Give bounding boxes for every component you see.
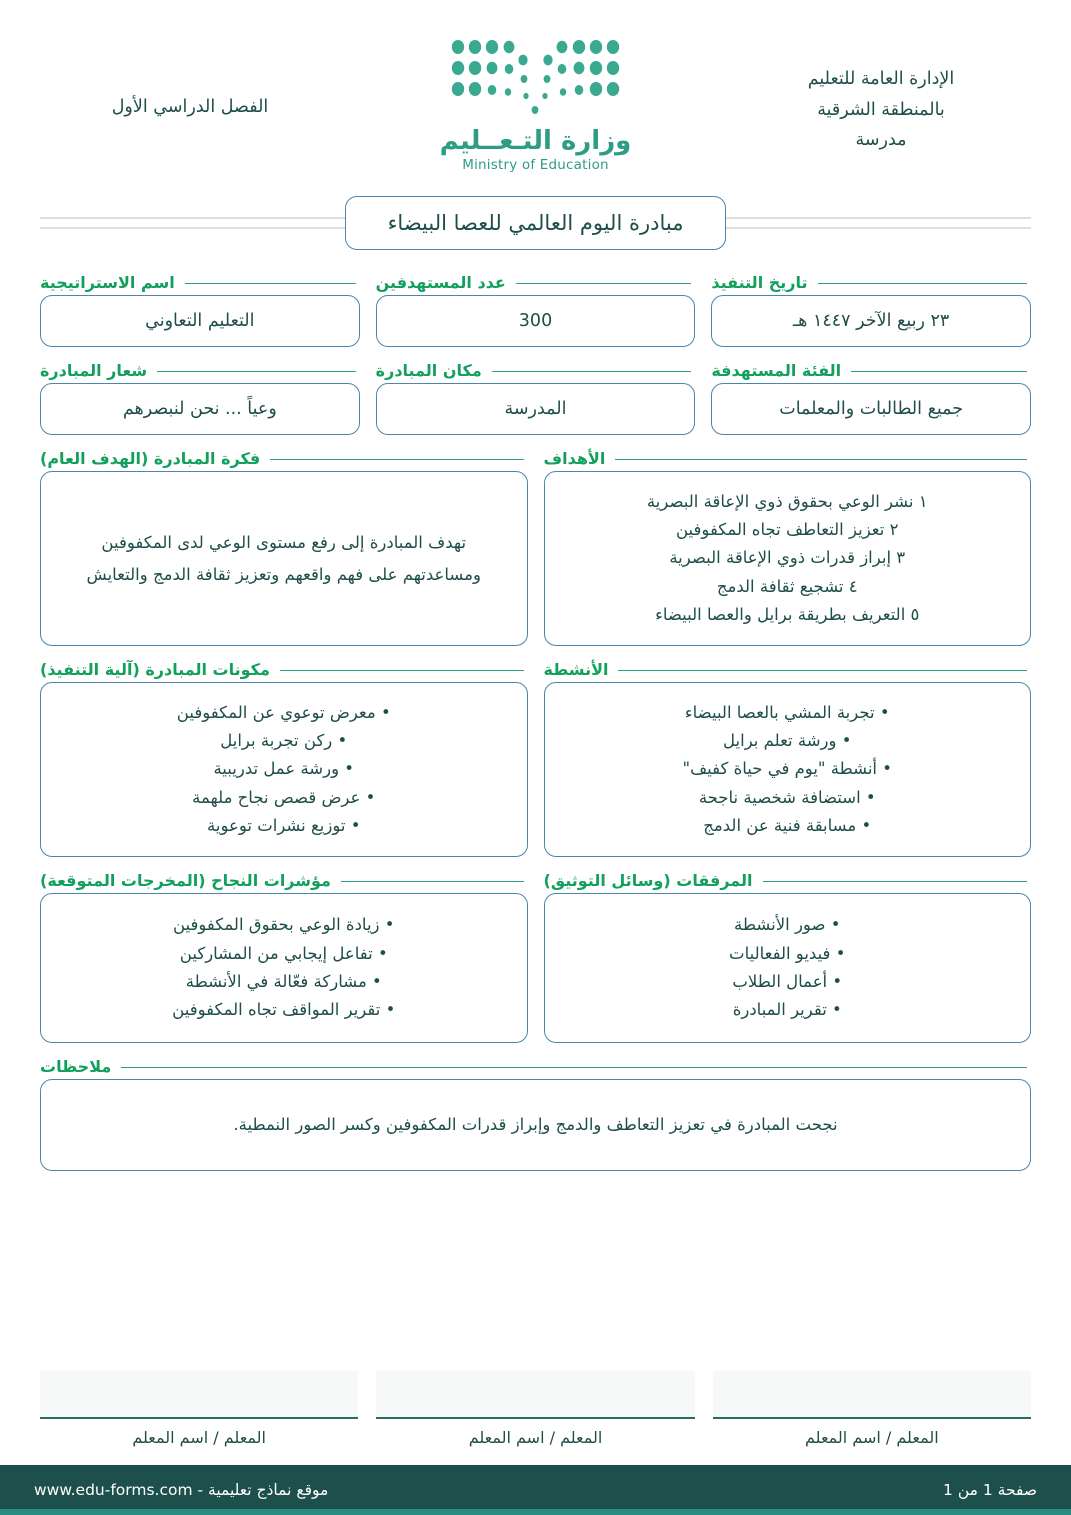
header-right-block xyxy=(731,34,1031,156)
label-lead-line xyxy=(185,283,356,284)
field-place-label-row xyxy=(376,361,696,380)
field-exec-date-label: تاريخ التنفيذ xyxy=(711,273,808,292)
section-row-2 xyxy=(40,660,1031,857)
section-attachments-label: المرفقات (وسائل التوثيق) xyxy=(543,871,753,890)
signature-pad[interactable] xyxy=(40,1371,358,1419)
section-goals-label: الأهداف xyxy=(543,449,606,468)
section-activities xyxy=(544,660,1032,857)
list-item: • زيادة الوعي بحقوق المكفوفين xyxy=(172,915,395,935)
section-success-box[interactable] xyxy=(40,893,528,1043)
section-row-notes xyxy=(40,1057,1031,1171)
section-activities-label-row xyxy=(544,660,1032,679)
field-exec-date-label-row xyxy=(711,273,1031,292)
section-components-label: مكونات المبادرة (آلية التنفيذ) xyxy=(40,660,270,679)
label-lead-line xyxy=(157,371,355,372)
section-idea-label-row xyxy=(40,449,528,468)
section-notes xyxy=(40,1057,1031,1171)
section-activities-label: الأنشطة xyxy=(543,660,609,679)
list-item: • توزيع نشرات توعوية xyxy=(207,816,361,836)
list-item: • استضافة شخصية ناجحة xyxy=(698,787,876,807)
list-item: • معرض توعوي عن المكفوفين xyxy=(176,702,391,722)
ministry-logo-english: Ministry of Education xyxy=(462,157,609,173)
field-place xyxy=(376,361,696,435)
label-lead-line xyxy=(341,881,524,882)
field-exec-date xyxy=(711,273,1031,347)
section-attachments-label-row xyxy=(544,871,1032,890)
field-exec-date-value[interactable]: ٢٣ ربيع الآخر ١٤٤٧ هـ xyxy=(711,295,1031,347)
goals-list xyxy=(567,488,1009,629)
list-item: • تجربة المشي بالعصا البيضاء xyxy=(684,702,890,722)
field-target-group-label-row xyxy=(711,361,1031,380)
label-lead-line xyxy=(280,670,524,671)
list-item: • أعمال الطلاب xyxy=(732,972,843,991)
field-slogan xyxy=(40,361,360,435)
section-components xyxy=(40,660,528,857)
header-authority-line-1: الإدارة العامة للتعليم xyxy=(807,69,955,89)
signature-label: المعلم / اسم المعلم xyxy=(805,1428,939,1447)
list-item: • صور الأنشطة xyxy=(734,915,841,935)
label-lead-line xyxy=(818,283,1027,284)
list-item: • فيديو الفعاليات xyxy=(729,943,846,963)
label-lead-line xyxy=(763,881,1027,882)
field-place-value[interactable]: المدرسة xyxy=(376,383,696,435)
signature-cell-1 xyxy=(40,1371,358,1447)
section-success-label-row xyxy=(40,871,528,890)
info-row-2 xyxy=(40,361,1031,435)
section-notes-box[interactable] xyxy=(40,1079,1031,1171)
footer-site-credit: www.edu-forms.com - موقع نماذج تعليمية xyxy=(34,1481,329,1499)
section-goals xyxy=(544,449,1032,646)
section-idea-text: تهدف المبادرة إلى رفع مستوى الوعي لدى المكفوفين ومساعدتهم على فهم واقعهم وتعزيز ثقافة الدمج والتعايش xyxy=(86,533,481,584)
field-target-count-label-row xyxy=(376,273,696,292)
section-goals-label-row xyxy=(544,449,1032,468)
section-idea xyxy=(40,449,528,646)
page-footer xyxy=(0,1465,1071,1515)
field-target-count-value[interactable]: 300 xyxy=(376,295,696,347)
info-row-1 xyxy=(40,273,1031,347)
list-item: ٥ التعريف بطريقة برايل والعصا البيضاء xyxy=(655,605,920,625)
semester-label: الفصل الدراسي الأول xyxy=(111,97,269,117)
list-item: • تفاعل إيجابي من المشاركين xyxy=(179,943,388,963)
list-item: • أنشطة "يوم في حياة كفيف" xyxy=(682,759,892,779)
list-item: • تقرير المبادرة xyxy=(732,1000,842,1020)
field-target-count xyxy=(376,273,696,347)
section-goals-box[interactable] xyxy=(544,471,1032,646)
section-activities-box[interactable] xyxy=(544,682,1032,857)
field-slogan-value[interactable]: وعياً ... نحن لنبصرهم xyxy=(40,383,360,435)
signature-cell-3 xyxy=(713,1371,1031,1447)
signature-row xyxy=(0,1371,1071,1447)
signature-pad[interactable] xyxy=(713,1371,1031,1419)
list-item: ٢ تعزيز التعاطف تجاه المكفوفين xyxy=(676,519,899,539)
signature-cell-2 xyxy=(376,1371,694,1447)
list-item: • تقرير المواقف تجاه المكفوفين xyxy=(172,1000,396,1020)
section-components-box[interactable] xyxy=(40,682,528,857)
list-item: ٤ تشجيع ثقافة الدمج xyxy=(716,576,858,596)
title-banner xyxy=(40,185,1031,261)
label-lead-line xyxy=(851,371,1027,372)
components-list xyxy=(63,699,505,840)
label-lead-line xyxy=(121,1067,1027,1068)
section-components-label-row xyxy=(40,660,528,679)
field-strategy-name-label: اسم الاستراتيجية xyxy=(39,273,175,292)
list-item: • عرض قصص نجاح ملهمة xyxy=(192,787,376,807)
section-success-label: مؤشرات النجاح (المخرجات المتوقعة) xyxy=(40,871,331,890)
activities-list xyxy=(567,699,1009,840)
page-header xyxy=(0,0,1071,185)
section-success xyxy=(40,871,528,1043)
section-row-3 xyxy=(40,871,1031,1043)
page-title: مبادرة اليوم العالمي للعصا البيضاء xyxy=(345,196,727,250)
list-item: • مسابقة فنية عن الدمج xyxy=(703,816,872,836)
field-strategy-name-label-row xyxy=(40,273,360,292)
notes-text-wrap xyxy=(63,1096,1008,1154)
section-attachments-box[interactable] xyxy=(544,893,1032,1043)
ministry-dots-logo-icon xyxy=(448,38,623,124)
field-slogan-label: شعار المبادرة xyxy=(39,361,148,380)
label-lead-line xyxy=(615,459,1027,460)
section-attachments xyxy=(544,871,1032,1043)
field-slogan-label-row xyxy=(40,361,360,380)
section-notes-label: ملاحظات xyxy=(40,1057,112,1076)
field-place-label: مكان المبادرة xyxy=(375,361,482,380)
header-left-block xyxy=(40,34,340,123)
list-item: • مشاركة فعّالة في الأنشطة xyxy=(185,972,382,991)
signature-label: المعلم / اسم المعلم xyxy=(468,1428,603,1447)
field-strategy-name xyxy=(40,273,360,347)
label-lead-line xyxy=(516,283,691,284)
field-target-group-label: الفئة المستهدفة xyxy=(711,361,842,380)
section-notes-text: نجحت المبادرة في تعزيز التعاطف والدمج وإبراز قدرات المكفوفين وكسر الصور النمطية. xyxy=(233,1115,838,1135)
list-item: • ورشة تعلم برايل xyxy=(723,730,852,750)
ministry-logo-arabic: وزارة التـعــليم xyxy=(439,126,632,156)
attachments-list xyxy=(567,910,1009,1026)
label-lead-line xyxy=(492,371,692,372)
label-lead-line xyxy=(618,670,1027,671)
header-authority-line-2: بالمنطقة الشرقية xyxy=(817,99,945,120)
footer-page-number: صفحة 1 من 1 xyxy=(943,1481,1037,1499)
label-lead-line xyxy=(270,459,523,460)
signature-pad[interactable] xyxy=(376,1371,694,1419)
success-list xyxy=(63,910,505,1026)
field-target-group-value[interactable]: جميع الطالبات والمعلمات xyxy=(711,383,1031,435)
field-target-count-label: عدد المستهدفين xyxy=(375,273,506,292)
ministry-logo xyxy=(421,34,651,173)
list-item: • ورشة عمل تدريبية xyxy=(213,759,355,779)
list-item: ١ نشر الوعي بحقوق ذوي الإعاقة البصرية xyxy=(646,491,928,511)
section-idea-label: فكرة المبادرة (الهدف العام) xyxy=(40,449,261,468)
field-strategy-name-value[interactable]: التعليم التعاوني xyxy=(40,295,360,347)
form-content xyxy=(0,261,1071,1185)
section-row-1 xyxy=(40,449,1031,646)
header-school-line: مدرسة xyxy=(855,130,907,151)
section-notes-label-row xyxy=(40,1057,1031,1076)
field-target-group xyxy=(711,361,1031,435)
list-item: ٣ إبراز قدرات ذوي الإعاقة البصرية xyxy=(669,548,906,568)
list-item: • ركن تجربة برايل xyxy=(220,730,348,750)
idea-text-wrap xyxy=(63,488,505,629)
section-idea-box[interactable] xyxy=(40,471,528,646)
signature-label: المعلم / اسم المعلم xyxy=(132,1428,266,1447)
